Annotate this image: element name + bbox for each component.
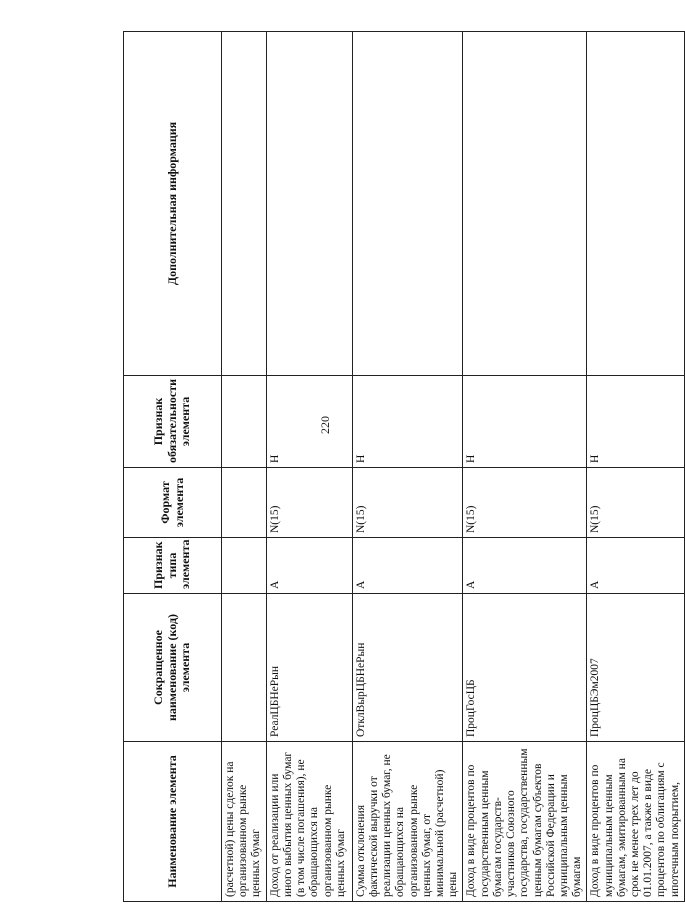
cell-required: Н xyxy=(587,376,685,468)
cell-name: Доход в виде процентов по государственным ценным бумагам государств-участников Союзного государства, государственным ценным бумагам субъектов Российской Федерации и муниципальным ценным бумагам xyxy=(463,742,587,902)
cell-type xyxy=(222,538,267,594)
cell-type: А xyxy=(266,538,352,594)
cell-info xyxy=(266,32,352,376)
cell-type: А xyxy=(587,538,685,594)
header-element-required: Признак обязательности элемента xyxy=(124,376,222,468)
header-element-type: Признак типа элемента xyxy=(124,538,222,594)
cell-info xyxy=(222,32,267,376)
elements-table xyxy=(123,31,685,902)
cell-name: Доход от реализации или иного выбытия ценных бумаг (в том числе погашения), не обращающихся на организованном рынке ценных бумаг xyxy=(266,742,352,902)
cell-required xyxy=(222,376,267,468)
table-row xyxy=(266,32,352,902)
table-header-row xyxy=(124,32,222,902)
table-row xyxy=(463,32,587,902)
cell-info xyxy=(463,32,587,376)
table-row xyxy=(222,32,267,902)
cell-info xyxy=(587,32,685,376)
header-element-code: Сокращенное наименование (код) элемента xyxy=(124,594,222,742)
cell-name: (расчетной) цены сделок на организованном рынке ценных бумаг xyxy=(222,742,267,902)
cell-format xyxy=(222,468,267,538)
header-additional-info: Дополнительная информация xyxy=(124,32,222,376)
header-element-format: Формат элемента xyxy=(124,468,222,538)
cell-code: ПроцЦБЭм2007 xyxy=(587,594,685,742)
cell-format: N(15) xyxy=(463,468,587,538)
cell-format: N(15) xyxy=(266,468,352,538)
cell-format: N(15) xyxy=(352,468,463,538)
cell-code: РеалЦБНеРын xyxy=(266,594,352,742)
cell-required: Н xyxy=(463,376,587,468)
cell-required: Н xyxy=(266,376,352,468)
rotated-table-frame xyxy=(123,32,681,902)
cell-required: Н xyxy=(352,376,463,468)
cell-type: А xyxy=(352,538,463,594)
page-number: 220 xyxy=(318,416,332,434)
cell-code: ПроцГосЦБ xyxy=(463,594,587,742)
header-element-name: Наименование элемента xyxy=(124,742,222,902)
cell-name: Доход в виде процентов по муниципальным ценным бумагам, эмитированным на срок не менее трех лет до 01.01.2007, а также в виде процентов по облигациям с ипотечным покрытием, xyxy=(587,742,685,902)
cell-info xyxy=(352,32,463,376)
cell-code xyxy=(222,594,267,742)
cell-code: ОтклВырЦБНеРын xyxy=(352,594,463,742)
table-container xyxy=(123,32,681,902)
table-row xyxy=(587,32,685,902)
table-row xyxy=(352,32,463,902)
cell-format: N(15) xyxy=(587,468,685,538)
cell-name: Сумма отклонения фактической выручки от реализации ценных бумаг, не обращающихся на организованном рынке ценных бумаг, от минимальной (расчетной) цены xyxy=(352,742,463,902)
cell-type: А xyxy=(463,538,587,594)
